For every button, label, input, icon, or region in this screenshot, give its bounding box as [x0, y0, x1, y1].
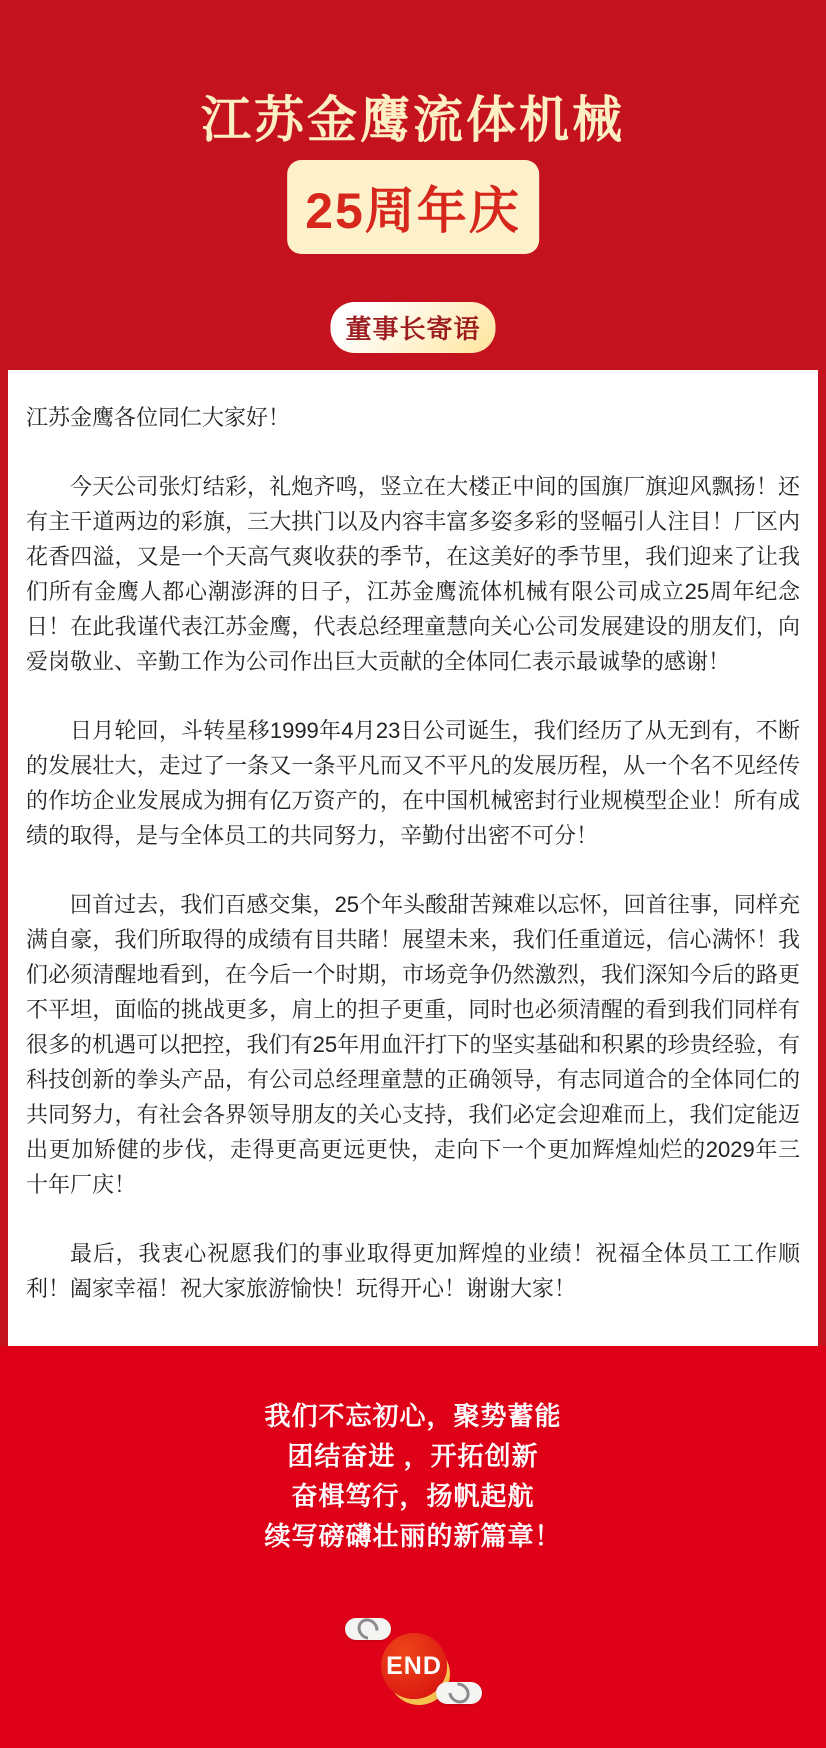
footer-banner: [0, 1346, 826, 1748]
company-title: 江苏金鹰流体机械: [201, 92, 625, 148]
article-paragraph: 最后，我衷心祝愿我们的事业取得更加辉煌的业绩！祝福全体员工工作顺利！阖家幸福！祝大家旅游愉快！玩得开心！谢谢大家！: [26, 1241, 800, 1301]
article-paragraph: 回首过去，我们百感交集，25个年头酸甜苦辣难以忘怀，回首往事，同样充满自豪，我们所取得的成绩有目共睹！展望未来，我们任重道远，信心满怀！我们必须清醒地看到，在今后一个时期，市场竞争仍然激烈，我们深知今后的路更不平坦，面临的挑战更多，肩上的担子更重，同时也必须清醒的看到我们同样有很多的机遇可以把控，我们有25年用血汗打下的坚实基础和积累的珍贵经验，有科技创新的拳头产品，有公司总经理童慧的正确领导，有志同道合的全体同仁的共同努力，有社会各界领导朋友的关心支持，我们必定会迎难而上，我们定能迈出更加矫健的步伐，走得更高更远更快，走向下一个更加辉煌灿烂的2029年三十年厂庆！: [26, 892, 800, 1197]
slogan-line: 团结奋进 ，开拓创新: [287, 1441, 539, 1471]
article-paragraph: 今天公司张灯结彩，礼炮齐鸣，竖立在大楼正中间的国旗厂旗迎风飘扬！还有主干道两边的彩旗，三大拱门以及内容丰富多姿多彩的竖幅引人注目！厂区内花香四溢，又是一个天高气爽收获的季节，在这美好的季节里，我们迎来了让我们所有金鹰人都心潮澎湃的日子，江苏金鹰流体机械有限公司成立25周年纪念日！在此我谨代表江苏金鹰，代表总经理童慧向关心公司发展建设的朋友们，向爱岗敬业、辛勤工作为公司作出巨大贡献的全体同仁表示最诚挚的感谢！: [26, 474, 800, 674]
end-stamp: [0, 1618, 826, 1748]
slogan-line: 续写磅礴壮丽的新篇章！: [264, 1521, 562, 1551]
decor-pill-bottom-icon: [436, 1682, 482, 1704]
header-banner: [0, 0, 826, 370]
slogan-line: 我们不忘初心，聚势蓄能: [264, 1401, 562, 1431]
chairman-message-pill: 董事长寄语: [330, 302, 495, 353]
decor-pill-top-icon: [345, 1618, 391, 1640]
ring-icon: [353, 1614, 382, 1644]
article-paragraph: 日月轮回，斗转星移1999年4月23日公司诞生，我们经历了从无到有，不断的发展壮大，走过了一条又一条平凡而又不平凡的发展历程，从一个名不见经传的作坊企业发展成为拥有亿万资产的，在中国机械密封行业规模型企业！所有成绩的取得，是与全体员工的共同努力，辛勤付出密不可分！: [26, 718, 800, 848]
end-label: END: [386, 1651, 442, 1680]
article-card: [8, 370, 818, 1346]
greeting-paragraph: 江苏金鹰各位同仁大家好！: [26, 405, 291, 430]
anniversary-badge: 25周年庆: [287, 160, 539, 254]
ring-icon: [444, 1678, 474, 1707]
slogan-line: 奋楫笃行，扬帆起航: [291, 1481, 535, 1511]
